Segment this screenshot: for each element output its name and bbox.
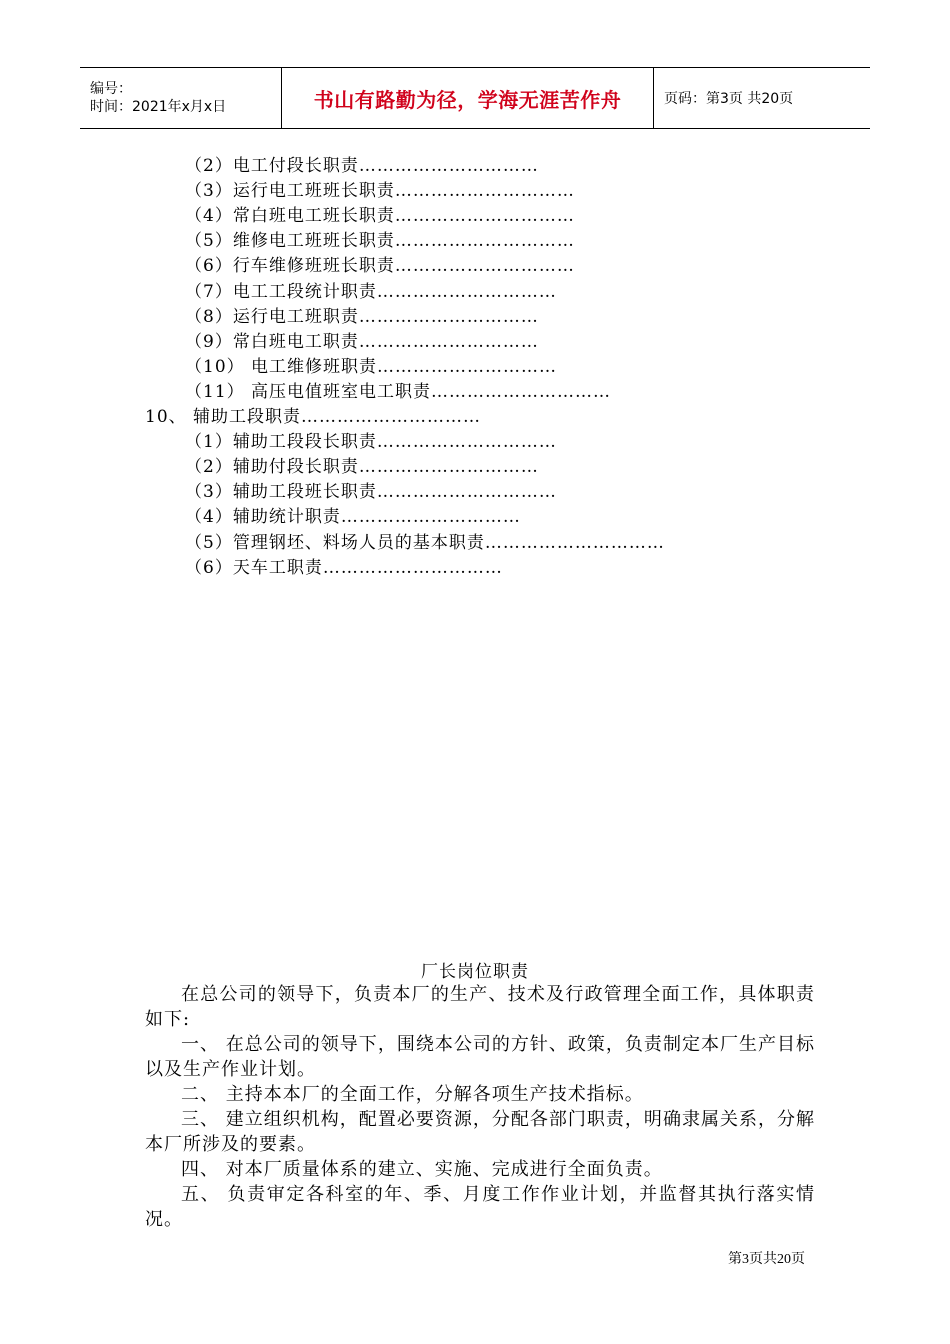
body-paragraph: 在总公司的领导下，负责本厂的生产、技术及行政管理全面工作，具体职责如下:	[145, 984, 815, 1030]
toc-item: （10） 电工维修班职责…………………………	[185, 356, 558, 377]
page-info-text: 页码：第3页 共20页	[664, 91, 794, 107]
section-title: 厂长岗位职责	[421, 962, 529, 982]
toc-item: （8）运行电工班职责…………………………	[185, 306, 539, 327]
page-footer: 第3页共20页	[728, 1252, 805, 1267]
document-number-label: 编号：	[90, 81, 132, 97]
toc-item: （11） 高压电值班室电工职责…………………………	[185, 381, 612, 402]
toc-item: （4）常白班电工班长职责…………………………	[185, 206, 575, 227]
toc-item: （1）辅助工段段长职责…………………………	[185, 432, 557, 453]
body-paragraph: 三、 建立组织机构，配置必要资源，分配各部门职责，明确隶属关系，分解本厂所涉及的要素。	[145, 1109, 815, 1155]
section-body	[145, 982, 815, 1232]
body-paragraph: 五、 负责审定各科室的年、季、月度工作作业计划，并监督其执行落实情况。	[145, 1184, 815, 1230]
toc-item: （2）辅助付段长职责…………………………	[185, 457, 539, 478]
header-page-info	[654, 68, 870, 128]
header-motto	[282, 68, 654, 128]
toc-item: （6）行车维修班班长职责…………………………	[185, 256, 575, 277]
toc-item: （2）电工付段长职责…………………………	[185, 156, 539, 176]
toc-item: （7）电工工段统计职责…………………………	[185, 281, 557, 302]
page-header	[80, 67, 870, 129]
toc-item: 10、 辅助工段职责…………………………	[145, 407, 482, 427]
toc-item: （3）辅助工段班长职责…………………………	[185, 482, 557, 503]
toc-item: （5）维修电工班班长职责…………………………	[185, 231, 575, 252]
toc-item: （6）天车工职责…………………………	[185, 557, 503, 578]
header-meta	[80, 68, 282, 128]
document-time-label: 时间：2021年x月x日	[90, 99, 227, 115]
toc-item: （9）常白班电工职责…………………………	[185, 331, 539, 352]
toc-item: （3）运行电工班班长职责…………………………	[185, 181, 575, 202]
body-paragraph: 四、 对本厂质量体系的建立、实施、完成进行全面负责。	[181, 1159, 663, 1180]
motto-text: 书山有路勤为径，学海无涯苦作舟	[313, 87, 622, 112]
toc-item: （4）辅助统计职责…………………………	[185, 507, 521, 528]
body-paragraph: 二、 主持本本厂的全面工作，分解各项生产技术指标。	[181, 1084, 644, 1105]
body-paragraph: 一、 在总公司的领导下，围绕本公司的方针、政策，负责制定本厂生产目标以及生产作业计划。	[145, 1034, 815, 1080]
toc-item: （5）管理钢坯、料场人员的基本职责…………………………	[185, 532, 665, 553]
